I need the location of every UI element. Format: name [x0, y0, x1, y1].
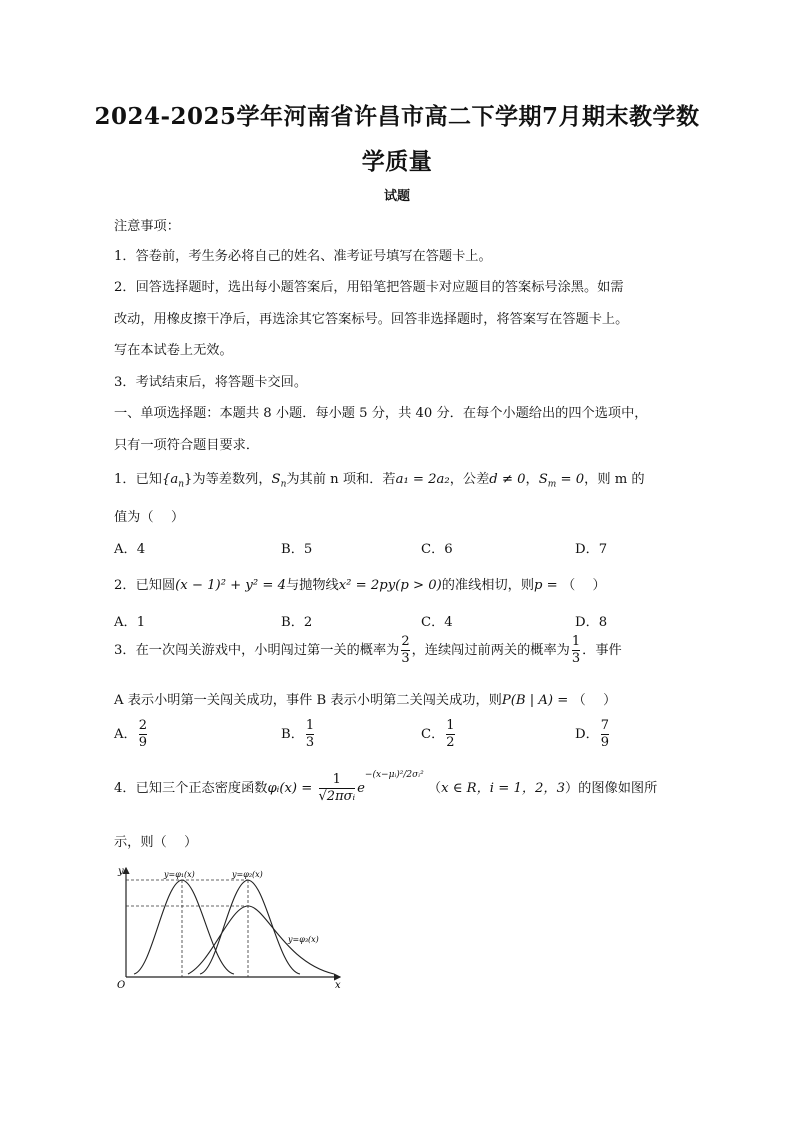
question-1-option-b: B．5 — [281, 542, 313, 557]
question-1-line2: 值为（ ） — [114, 510, 185, 525]
section-heading-a: 一、单项选择题：本题共 8 小题．每小题 5 分，共 40 分．在每个小题给出的四个选项中， — [114, 406, 648, 421]
question-3-option-c: C． $\frac{1}{2}$ — [421, 718, 455, 750]
exam-title-line1: 2024-2025学年河南省许昌市高二下学期7月期末教学数 — [94, 103, 700, 130]
question-4-stem: 4．已知三个正态密度函数φᵢ(x) = $\frac{1}{\text{√2πσᵢ}}$ $e^{-(x-\mu ᵢ)^2/2\sigma ᵢ^2}$ （x ∈ R，i = 1，2，3）的图像如图所 — [114, 769, 658, 804]
question-3-option-a: A． $\frac{2}{9}$ — [114, 718, 147, 750]
question-2-option-b: B．2 — [281, 615, 313, 630]
question-3-stem: 3．在一次闯关游戏中，小明闯过第一关的概率为 $\frac{2}{3}$ ，连续闯过前两关的概率为 $\frac{1}{3}$ ．事件 — [114, 634, 622, 666]
question-2-option-a: A．1 — [114, 615, 146, 630]
normal-curves-figure — [112, 862, 348, 992]
x-axis-label: x — [335, 980, 341, 991]
question-1-option-a: A．4 — [114, 542, 146, 557]
fraction-two-thirds: $\frac{2}{3}$ — [401, 634, 410, 666]
exam-subtitle: 试题 — [383, 189, 410, 204]
notice-item-2c: 写在本试卷上无效。 — [114, 343, 233, 358]
curve-phi1 — [134, 880, 234, 974]
question-1-option-c: C．6 — [421, 542, 453, 557]
notice-heading: 注意事项： — [114, 219, 180, 234]
question-1-option-d: D．7 — [575, 542, 608, 557]
question-1-stem: 1．已知$\{a_n\}$为等差数列，$S_n$为其前 n 项和．若a₁ = 2a₂，公差d ≠ 0，$S_m = 0$，则 m 的 — [114, 472, 645, 490]
origin-label: O — [117, 980, 126, 991]
notice-item-2b: 改动，用橡皮擦干净后，再选涂其它答案标号。回答非选择题时，将答案写在答题卡上。 — [114, 312, 629, 327]
question-2-option-c: C．4 — [421, 615, 453, 630]
question-2-option-d: D．8 — [575, 615, 608, 630]
section-heading-b: 只有一项符合题目要求． — [114, 438, 260, 453]
fraction-one-third: $\frac{1}{3}$ — [571, 634, 581, 666]
question-2-stem: 2．已知圆(x − 1)² + y² = 4与抛物线x² = 2py(p > 0)的准线相切，则p = （ ） — [114, 578, 606, 593]
notice-item-2a: 2．回答选择题时，选出每小题答案后，用铅笔把答题卡对应题目的答案标号涂黑。如需 — [114, 280, 624, 295]
question-4-line2: 示，则（ ） — [114, 835, 198, 850]
label-phi3: y=φ₃(x) — [288, 935, 319, 944]
label-phi2: y=φ₂(x) — [232, 870, 263, 879]
question-3-option-d: D． $\frac{7}{9}$ — [575, 718, 610, 750]
density-fraction: $\frac{1}{\text{√2πσᵢ}}$ — [318, 772, 356, 804]
notice-item-1: 1．答卷前，考生务必将自己的姓名、准考证号填写在答题卡上。 — [114, 249, 492, 264]
label-phi1: y=φ₁(x) — [164, 870, 195, 879]
question-3-line2: A 表示小明第一关闯关成功，事件 B 表示小明第二关闯关成功，则P(B | A) = （ ） — [114, 693, 617, 708]
question-3-option-b: B． $\frac{1}{3}$ — [281, 718, 315, 750]
curve-phi2 — [200, 880, 300, 974]
y-axis-label: y — [118, 866, 124, 877]
exam-title-line2: 学质量 — [361, 148, 433, 175]
notice-item-3: 3．考试结束后，将答题卡交回。 — [114, 375, 308, 390]
